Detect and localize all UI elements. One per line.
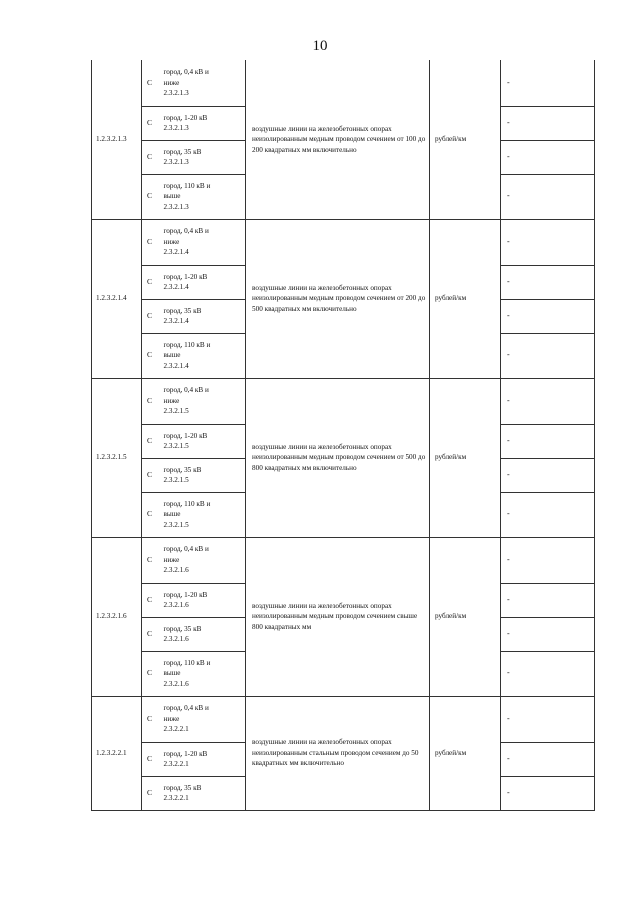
- rate-value: -: [501, 583, 595, 617]
- tariff-table: [91, 60, 595, 811]
- category-letter: С: [142, 776, 160, 810]
- rate-value: -: [501, 219, 595, 265]
- rate-value: -: [501, 333, 595, 378]
- voltage-region-label: город, 35 кВ 2.3.2.1.6: [160, 617, 246, 651]
- voltage-region-label: город, 1-20 кВ 2.3.2.1.3: [160, 106, 246, 140]
- voltage-region-label: город, 35 кВ 2.3.2.2.1: [160, 776, 246, 810]
- category-letter: С: [142, 537, 160, 583]
- rate-value: -: [501, 537, 595, 583]
- voltage-region-label: город, 0,4 кВ и ниже 2.3.2.1.3: [160, 60, 246, 106]
- category-letter: С: [142, 106, 160, 140]
- category-letter: С: [142, 265, 160, 299]
- category-letter: С: [142, 333, 160, 378]
- line-description: воздушные линии на железобетонных опорах неизолированным стальным проводом сечением до 50 квадратных мм включительно: [246, 696, 430, 810]
- line-description: воздушные линии на железобетонных опорах неизолированным медным проводом сечением свыше 800 квадратных мм: [246, 537, 430, 696]
- voltage-region-label: город, 35 кВ 2.3.2.1.4: [160, 299, 246, 333]
- unit-label: рублей/км: [430, 219, 501, 378]
- line-description: воздушные линии на железобетонных опорах неизолированным медным проводом сечением от 100 до 200 квадратных мм включительно: [246, 60, 430, 219]
- voltage-region-label: город, 0,4 кВ и ниже 2.3.2.1.6: [160, 537, 246, 583]
- voltage-region-label: город, 1-20 кВ 2.3.2.1.6: [160, 583, 246, 617]
- category-letter: С: [142, 651, 160, 696]
- unit-label: рублей/км: [430, 537, 501, 696]
- item-code: 1.2.3.2.1.3: [92, 60, 142, 219]
- rate-value: -: [501, 651, 595, 696]
- page-number: 10: [312, 38, 328, 54]
- category-letter: С: [142, 299, 160, 333]
- voltage-region-label: город, 110 кВ и выше 2.3.2.1.6: [160, 651, 246, 696]
- voltage-region-label: город, 110 кВ и выше 2.3.2.1.5: [160, 492, 246, 537]
- tariff-table-body: [92, 60, 595, 810]
- table-row: [92, 537, 595, 583]
- category-letter: С: [142, 174, 160, 219]
- rate-value: -: [501, 60, 595, 106]
- table-row: [92, 219, 595, 265]
- rate-value: -: [501, 458, 595, 492]
- category-letter: С: [142, 424, 160, 458]
- voltage-region-label: город, 0,4 кВ и ниже 2.3.2.1.5: [160, 378, 246, 424]
- rate-value: -: [501, 617, 595, 651]
- category-letter: С: [142, 140, 160, 174]
- rate-value: -: [501, 265, 595, 299]
- rate-value: -: [501, 378, 595, 424]
- voltage-region-label: город, 110 кВ и выше 2.3.2.1.3: [160, 174, 246, 219]
- line-description: воздушные линии на железобетонных опорах неизолированным медным проводом сечением от 200 до 500 квадратных мм включительно: [246, 219, 430, 378]
- voltage-region-label: город, 110 кВ и выше 2.3.2.1.4: [160, 333, 246, 378]
- voltage-region-label: город, 1-20 кВ 2.3.2.1.4: [160, 265, 246, 299]
- rate-value: -: [501, 299, 595, 333]
- category-letter: С: [142, 378, 160, 424]
- rate-value: -: [501, 492, 595, 537]
- unit-label: рублей/км: [430, 60, 501, 219]
- table-row: [92, 60, 595, 106]
- voltage-region-label: город, 35 кВ 2.3.2.1.5: [160, 458, 246, 492]
- table-row: [92, 696, 595, 742]
- category-letter: С: [142, 458, 160, 492]
- voltage-region-label: город, 0,4 кВ и ниже 2.3.2.1.4: [160, 219, 246, 265]
- voltage-region-label: город, 35 кВ 2.3.2.1.3: [160, 140, 246, 174]
- rate-value: -: [501, 696, 595, 742]
- line-description: воздушные линии на железобетонных опорах неизолированным медным проводом сечением от 500 до 800 квадратных мм включительно: [246, 378, 430, 537]
- rate-value: -: [501, 742, 595, 776]
- voltage-region-label: город, 0,4 кВ и ниже 2.3.2.2.1: [160, 696, 246, 742]
- voltage-region-label: город, 1-20 кВ 2.3.2.2.1: [160, 742, 246, 776]
- item-code: 1.2.3.2.2.1: [92, 696, 142, 810]
- category-letter: С: [142, 742, 160, 776]
- category-letter: С: [142, 583, 160, 617]
- voltage-region-label: город, 1-20 кВ 2.3.2.1.5: [160, 424, 246, 458]
- item-code: 1.2.3.2.1.5: [92, 378, 142, 537]
- rate-value: -: [501, 424, 595, 458]
- category-letter: С: [142, 696, 160, 742]
- table-row: [92, 378, 595, 424]
- item-code: 1.2.3.2.1.4: [92, 219, 142, 378]
- category-letter: С: [142, 60, 160, 106]
- rate-value: -: [501, 106, 595, 140]
- category-letter: С: [142, 617, 160, 651]
- rate-value: -: [501, 174, 595, 219]
- rate-value: -: [501, 140, 595, 174]
- unit-label: рублей/км: [430, 378, 501, 537]
- item-code: 1.2.3.2.1.6: [92, 537, 142, 696]
- rate-value: -: [501, 776, 595, 810]
- unit-label: рублей/км: [430, 696, 501, 810]
- category-letter: С: [142, 219, 160, 265]
- category-letter: С: [142, 492, 160, 537]
